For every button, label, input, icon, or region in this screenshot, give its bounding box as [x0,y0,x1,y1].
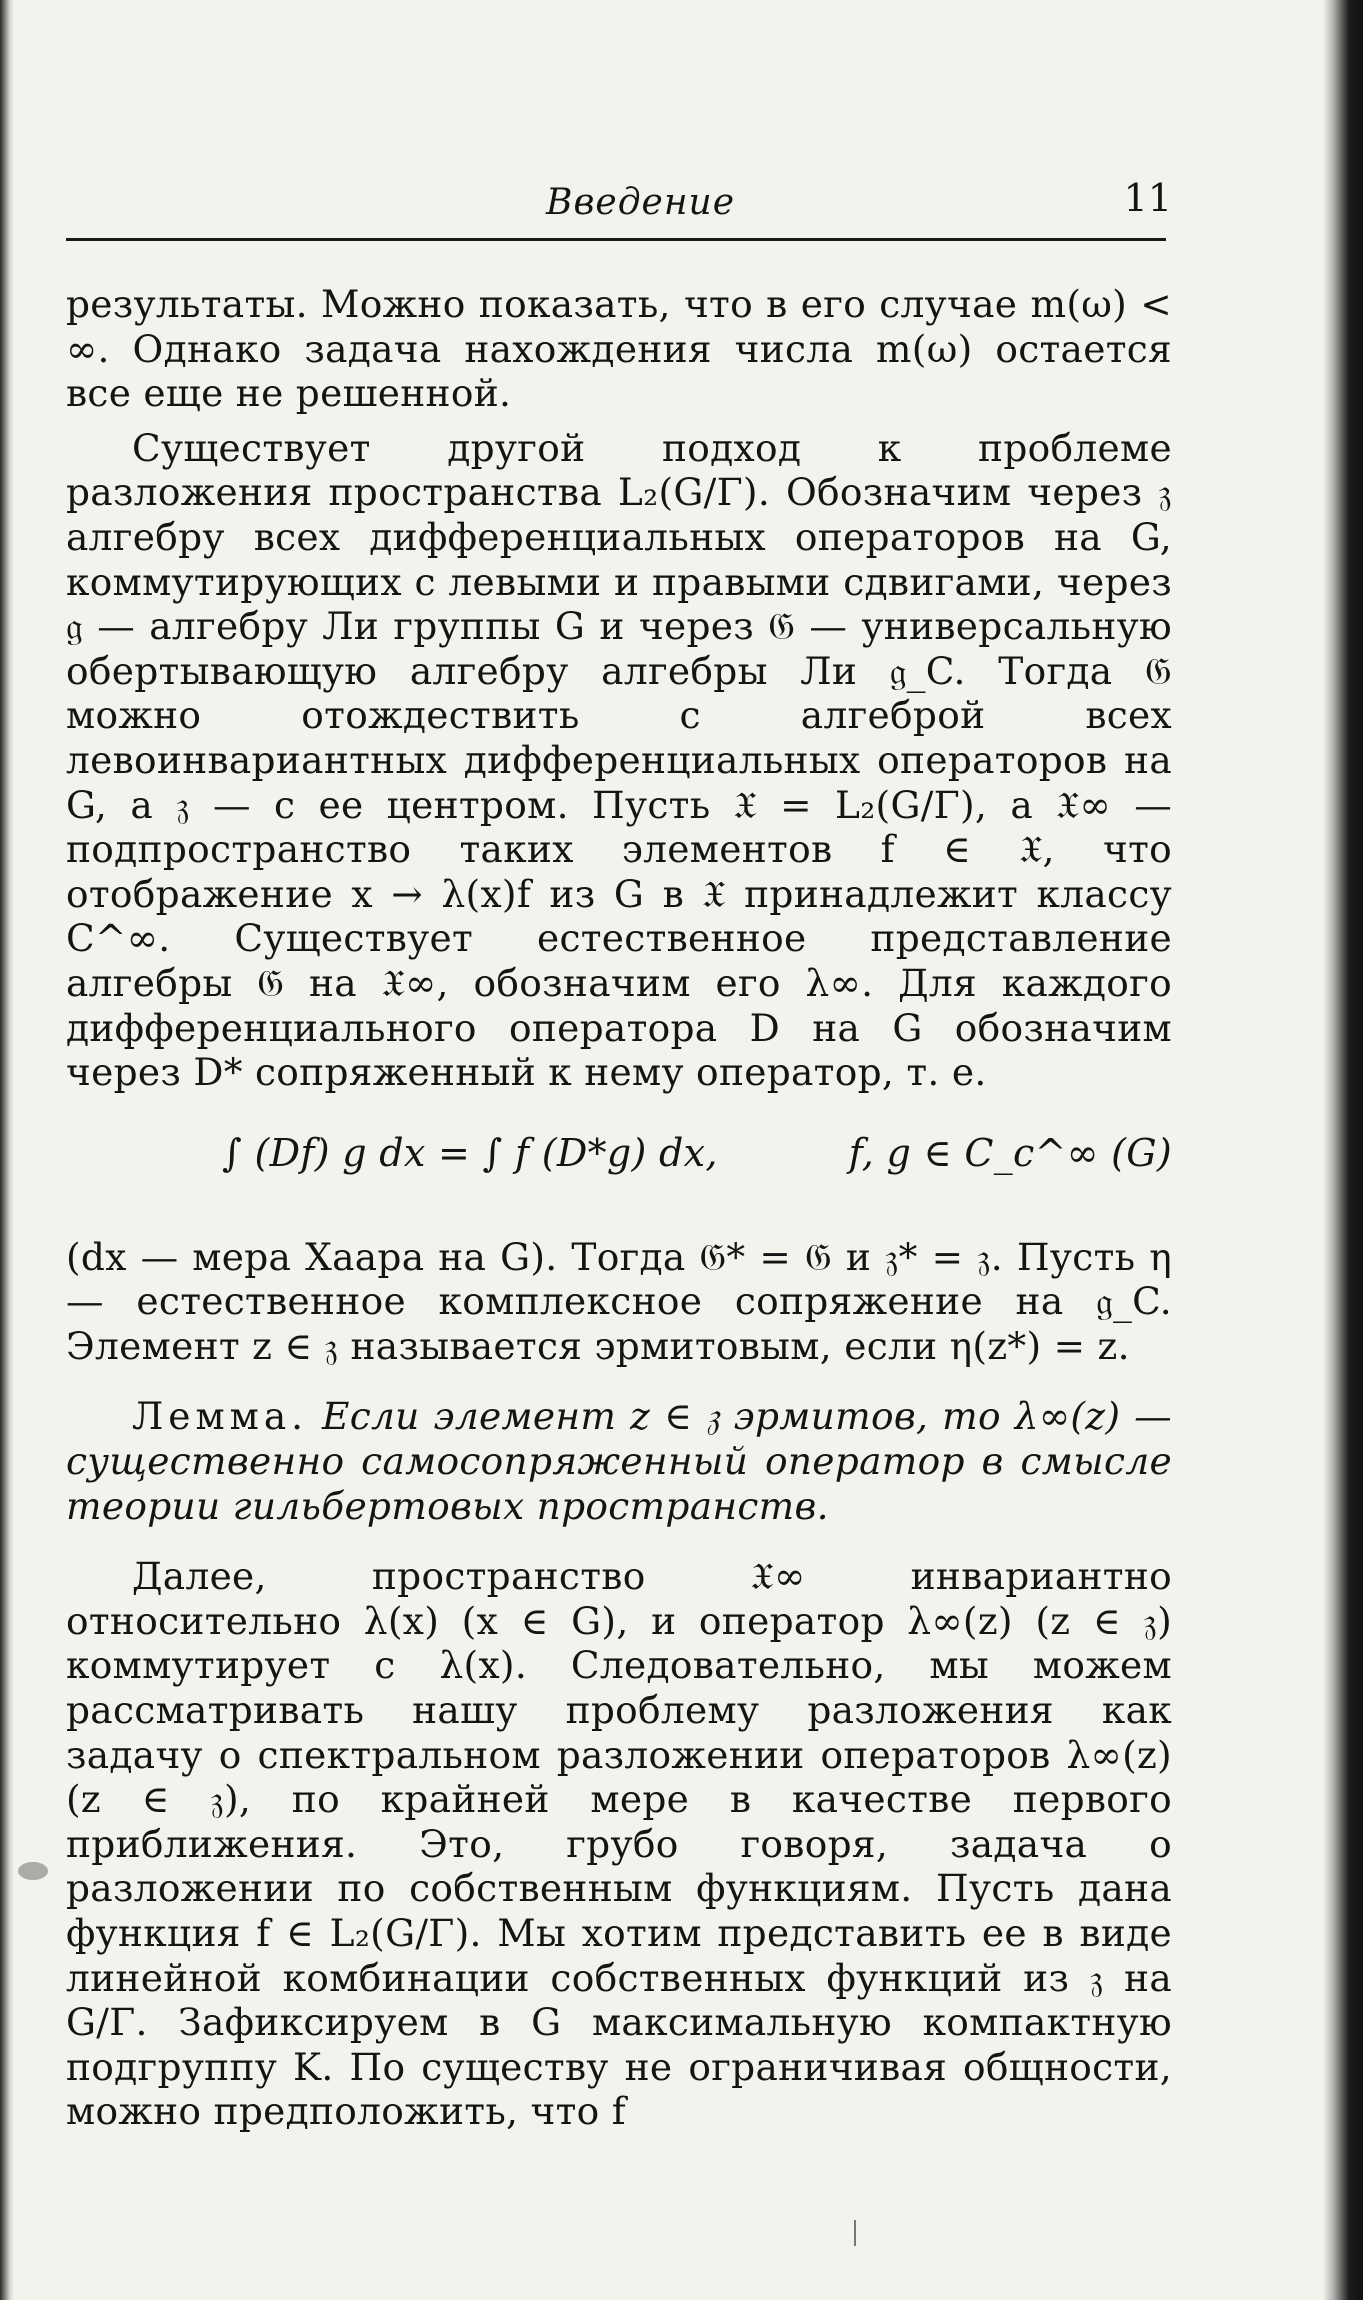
lemma [66,1394,1172,1528]
running-header [66,176,1172,226]
display-formula [66,1109,1172,1209]
formula-condition: f, g ∈ C_c^∞ (G) [848,1130,1172,1175]
lemma-label: Лемма. [132,1394,309,1439]
paragraph-haar-measure: (dx — мера Хаара на G). Тогда 𝔊* = 𝔊 и 𝔷* = 𝔷. Пусть η — естественное комплексное сопряжение на 𝔤_C. Элемент z ∈ 𝔷 называется эрмитовым, если η(z*) = z. [66,1234,1172,1368]
page-right-edge-shadow [1323,0,1363,2300]
lemma-statement: Если элемент z ∈ 𝔷 эрмитов, то λ∞(z) — существенно самосопряженный оператор в смысле теории гильбертовых пространств. [66,1394,1172,1528]
formula-equation: ∫ (Df) g dx = ∫ f (D*g) dx, [222,1130,718,1175]
page-number: 11 [1123,176,1172,220]
page-left-edge-shadow [0,0,14,2300]
header-rule [66,238,1166,241]
print-mark [854,2220,856,2246]
paragraph-approach: Существует другой подход к проблеме разложения пространства L₂(G/Γ). Обозначим через 𝔷 алгебру всех дифференциальных операторов на G, коммутирующих с левыми и правыми сдвигами, через 𝔤 — алгебру Ли группы G и через 𝔊 — универсальную обертывающую алгебру алгебры Ли 𝔤_C. Тогда 𝔊 можно отождествить с алгеброй всех левоинвариантных дифференциальных операторов на G, а 𝔷 — с ее центром. Пусть 𝔛 = L₂(G/Γ), а 𝔛∞ — подпространство таких элементов f ∈ 𝔛, что отображение x → λ(x)f из G в 𝔛 принадлежит классу C^∞. Существует естественное представление алгебры 𝔊 на 𝔛∞, обозначим его λ∞. Для каждого дифференциального оператора D на G обозначим через D* сопряженный к нему оператор, т. е. [66,425,1172,1095]
body-text [66,282,1172,2134]
paragraph-continuation: результаты. Можно показать, что в его случае m(ω) < ∞. Однако задача нахождения числа m(ω) остается все еще не решенной. [66,282,1172,416]
running-title: Введение [546,182,736,223]
ink-smudge [18,1862,48,1880]
paragraph-spectral-decomposition: Далее, пространство 𝔛∞ инвариантно относительно λ(x) (x ∈ G), и оператор λ∞(z) (z ∈ 𝔷) коммутирует с λ(x). Следовательно, мы можем рассматривать нашу проблему разложения как задачу о спектральном разложении операторов λ∞(z) (z ∈ 𝔷), по крайней мере в качестве первого приближения. Это, грубо говоря, задача о разложении по собственным функциям. Пусть дана функция f ∈ L₂(G/Γ). Мы хотим представить ее в виде линейной комбинации собственных функций из 𝔷 на G/Γ. Зафиксируем в G максимальную компактную подгруппу K. По существу не ограничивая общности, можно предположить, что f [66,1554,1172,2134]
